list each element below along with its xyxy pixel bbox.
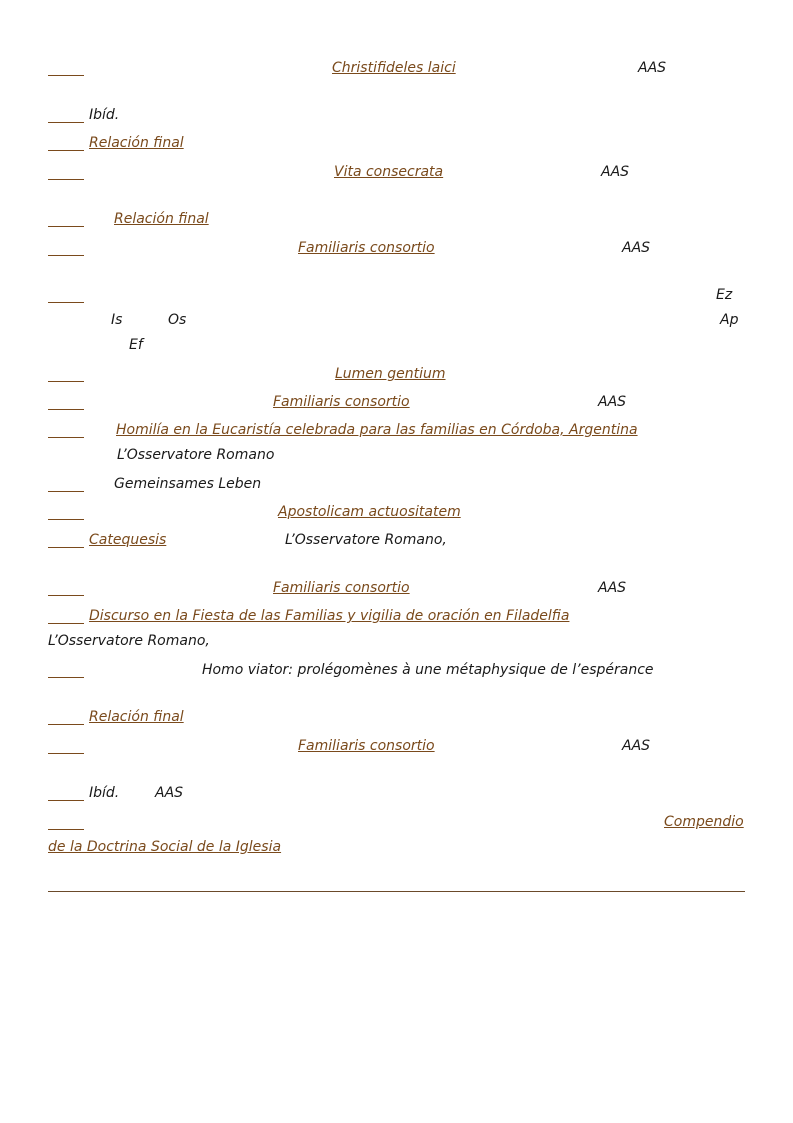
footnote-link-relacion-final[interactable]: Relación final: [89, 135, 184, 151]
footnote-marker[interactable]: [48, 381, 84, 382]
footnote-marker[interactable]: [48, 753, 84, 754]
footnote-link-vita-consecrata[interactable]: Vita consecrata: [334, 164, 444, 180]
footnote-marker[interactable]: [48, 122, 84, 123]
footnote-marker[interactable]: [48, 75, 84, 76]
footnote-link-familiaris-consortio[interactable]: Familiaris consortio: [273, 580, 410, 596]
footnote-osservatore-romano: L’Osservatore Romano,: [285, 532, 447, 548]
footnote-marker[interactable]: [48, 724, 84, 725]
footnote-marker[interactable]: [48, 302, 84, 303]
footnote-link-compendio[interactable]: Compendio: [664, 814, 744, 830]
footnote-marker[interactable]: [48, 595, 84, 596]
footnote-marker[interactable]: [48, 437, 84, 438]
footnote-source-aas: AAS: [598, 394, 627, 410]
footnote-homo-viator: Homo viator: prolégomènes à une métaphysique de l’espérance: [202, 662, 654, 678]
footnote-link-apostolicam-actuositatem[interactable]: Apostolicam actuositatem: [278, 504, 461, 520]
footnote-marker[interactable]: [48, 150, 84, 151]
footnote-source-aas: AAS: [622, 240, 651, 256]
footnote-link-catequesis[interactable]: Catequesis: [89, 532, 167, 548]
footnote-link-relacion-final[interactable]: Relación final: [114, 211, 209, 227]
footnote-link-familiaris-consortio[interactable]: Familiaris consortio: [273, 394, 410, 410]
footnote-source-aas: AAS: [601, 164, 630, 180]
bible-ref-os: Os: [168, 312, 187, 328]
footnote-marker[interactable]: [48, 829, 84, 830]
footnote-marker[interactable]: [48, 547, 84, 548]
footnote-source-aas: AAS: [155, 785, 184, 801]
footnote-osservatore-romano: L’Osservatore Romano,: [48, 633, 210, 649]
footnote-gemeinsames-leben: Gemeinsames Leben: [114, 476, 262, 492]
bible-ref-ez: Ez: [716, 287, 733, 303]
footnote-marker[interactable]: [48, 800, 84, 801]
footnote-marker[interactable]: [48, 491, 84, 492]
footnote-link-discurso-filadelfia[interactable]: Discurso en la Fiesta de las Familias y vigilia de oración en Filadelfia: [89, 608, 570, 624]
footnote-marker[interactable]: [48, 623, 84, 624]
footnote-marker[interactable]: [48, 677, 84, 678]
footnote-osservatore-romano: L’Osservatore Romano: [117, 447, 275, 463]
footnote-link-christifideles-laici[interactable]: Christifideles laici: [332, 60, 456, 76]
footnote-link-lumen-gentium[interactable]: Lumen gentium: [335, 366, 446, 382]
bible-ref-ef: Ef: [129, 337, 143, 353]
footnote-link-familiaris-consortio[interactable]: Familiaris consortio: [298, 738, 435, 754]
footnote-link-homilia-cordoba[interactable]: Homilía en la Eucaristía celebrada para las familias en Córdoba, Argentina: [116, 422, 638, 438]
footnote-source-aas: AAS: [598, 580, 627, 596]
footnote-ibid: Ibíd.: [89, 785, 120, 801]
footnote-marker[interactable]: [48, 519, 84, 520]
footnote-marker[interactable]: [48, 179, 84, 180]
footnote-marker[interactable]: [48, 255, 84, 256]
footnote-link-familiaris-consortio[interactable]: Familiaris consortio: [298, 240, 435, 256]
bible-ref-is: Is: [111, 312, 123, 328]
bible-ref-ap: Ap: [720, 312, 739, 328]
footnote-link-relacion-final[interactable]: Relación final: [89, 709, 184, 725]
footnote-ibid: Ibíd.: [89, 107, 120, 123]
footnote-source-aas: AAS: [622, 738, 651, 754]
footer-separator-rule: [48, 891, 745, 892]
footnote-marker[interactable]: [48, 409, 84, 410]
footnote-source-aas: AAS: [638, 60, 667, 76]
footnote-marker[interactable]: [48, 226, 84, 227]
footnote-link-compendio-doctrina-social[interactable]: de la Doctrina Social de la Iglesia: [48, 839, 282, 855]
